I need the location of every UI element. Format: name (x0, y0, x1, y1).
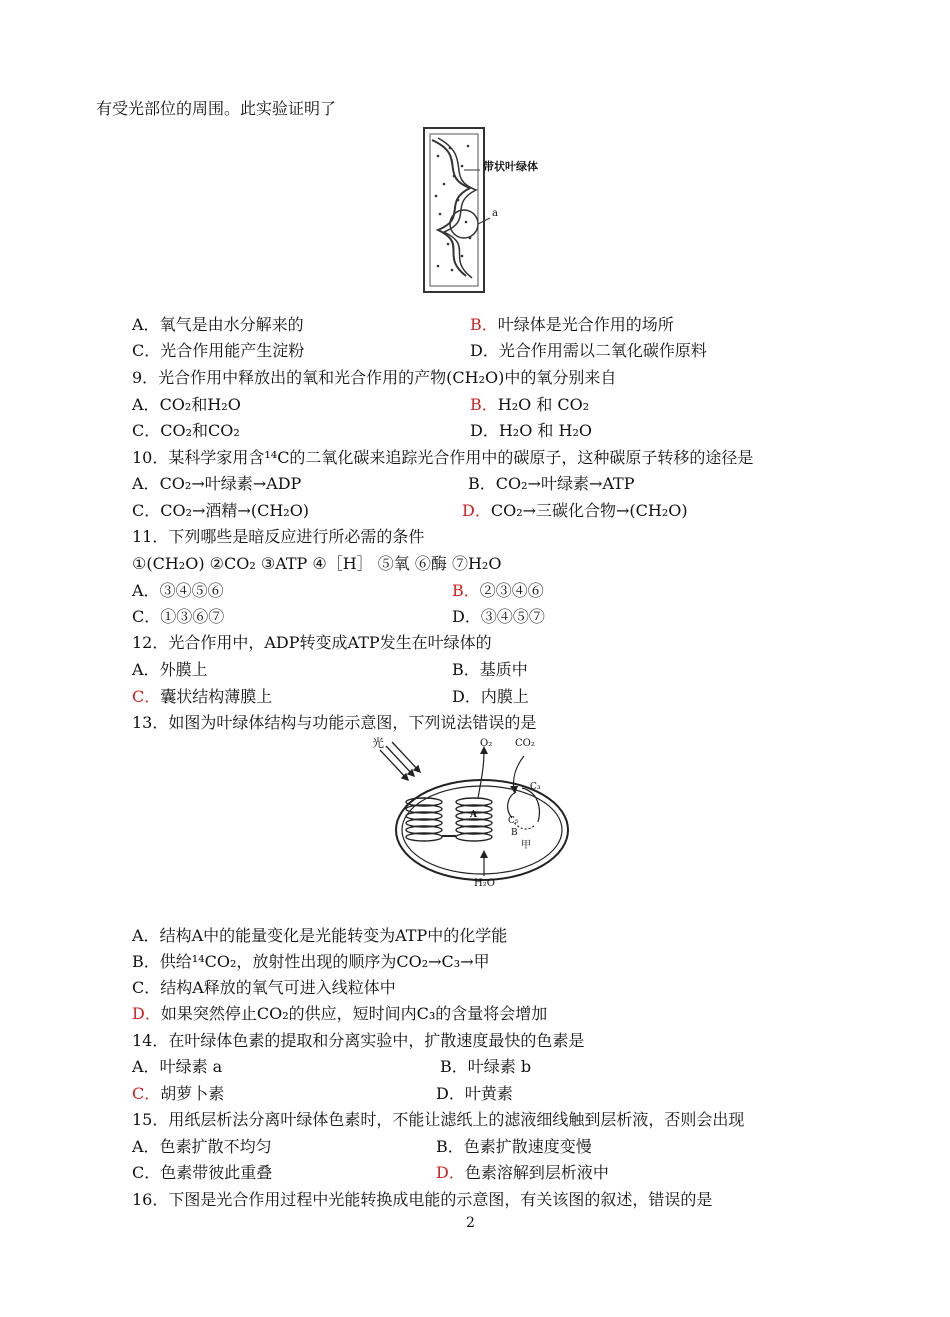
q14-option-b: B．叶绿素 b (440, 1057, 532, 1076)
q15-option-d: D．色素溶解到层析液中 (436, 1163, 609, 1182)
chloroplast-figure (366, 736, 590, 892)
q14-option-c: C．胡萝卜素 (132, 1084, 225, 1103)
q16-stem: 16．下图是光合作用过程中光能转换成电能的示意图，有关该图的叙述，错误的是 (132, 1190, 713, 1209)
q14-option-a: A．叶绿素 a (132, 1057, 223, 1076)
q12-option-b: B．基质中 (452, 660, 528, 679)
q9-option-c: C．CO₂和CO₂ (132, 421, 240, 440)
q13-option-d: D．如果突然停止CO₂的供应，短时间内C₃的含量将会增加 (132, 1004, 548, 1023)
q11-option-d: D．③④⑤⑦ (452, 607, 545, 626)
q9-stem: 9．光合作用中释放出的氧和光合作用的产物(CH₂O)中的氧分别来自 (132, 368, 617, 387)
fig-jia-label: 甲 (521, 840, 531, 851)
spirogyra-figure (418, 126, 538, 294)
q13-stem: 13．如图为叶绿体结构与功能示意图，下列说法错误的是 (132, 713, 537, 732)
q10-option-b: B．CO₂→叶绿素→ATP (468, 474, 635, 493)
q10-option-d: D．CO₂→三碳化合物→(CH₂O) (462, 501, 688, 520)
fig-o2-label: O₂ (480, 738, 493, 749)
q15-option-a: A．色素扩散不均匀 (132, 1137, 272, 1156)
q8-option-a: A．氧气是由水分解来的 (132, 315, 304, 334)
q10-option-c: C．CO₂→酒精→(CH₂O) (132, 501, 310, 520)
q15-option-b: B．色素扩散速度变慢 (436, 1137, 592, 1156)
page-number: 2 (466, 1215, 475, 1231)
figure-label-a: a (492, 208, 498, 219)
q11-option-b: B．②③④⑥ (452, 581, 544, 600)
q12-option-c: C．囊状结构薄膜上 (132, 687, 273, 706)
q12-option-d: D．内膜上 (452, 687, 529, 706)
q8-option-c: C．光合作用能产生淀粉 (132, 341, 305, 360)
q14-option-d: D．叶黄素 (436, 1084, 513, 1103)
fig-h2o-label: H₂O (474, 878, 495, 889)
q9-option-a: A．CO₂和H₂O (132, 395, 241, 414)
q9-option-b: B．H₂O 和 CO₂ (470, 395, 590, 414)
q15-stem: 15．用纸层析法分离叶绿体色素时，不能让滤纸上的滤液细线触到层析液，否则会出现 (132, 1110, 745, 1129)
q14-stem: 14．在叶绿体色素的提取和分离实验中，扩散速度最快的色素是 (132, 1031, 585, 1050)
fig-co2-label: CO₂ (515, 738, 535, 749)
q10-option-a: A．CO₂→叶绿素→ADP (132, 474, 302, 493)
band-chloroplast-label: 带状叶绿体 (483, 160, 538, 173)
q11-items: ①(CH₂O) ②CO₂ ③ATP ④［H］ ⑤氧 ⑥酶 ⑦H₂O (132, 554, 502, 573)
q11-option-c: C．①③⑥⑦ (132, 607, 225, 626)
q8-option-d: D．光合作用需以二氧化碳作原料 (470, 341, 707, 360)
q13-option-a: A．结构A中的能量变化是光能转变为ATP中的化学能 (132, 926, 508, 945)
fig-a-label: A (470, 810, 477, 820)
q12-option-a: A．外膜上 (132, 660, 208, 679)
q15-option-c: C．色素带彼此重叠 (132, 1163, 273, 1182)
fig-c3-label: C₃ (530, 782, 541, 792)
fig-light-label: 光 (372, 736, 385, 750)
fig-b-label: B (511, 828, 518, 838)
q11-stem: 11．下列哪些是暗反应进行所必需的条件 (132, 527, 425, 546)
q8-option-b: B．叶绿体是光合作用的场所 (470, 315, 674, 334)
q11-option-a: A．③④⑤⑥ (132, 581, 224, 600)
q9-option-d: D．H₂O 和 H₂O (470, 421, 592, 440)
q13-option-b: B．供给¹⁴CO₂，放射性出现的顺序为CO₂→C₃→甲 (132, 952, 490, 971)
fig-c5-label: C₅ (508, 816, 519, 826)
q8-continuation: 有受光部位的周围。此实验证明了 (96, 99, 337, 118)
q12-stem: 12．光合作用中，ADP转变成ATP发生在叶绿体的 (132, 633, 492, 652)
q10-stem: 10．某科学家用含¹⁴C的二氧化碳来追踪光合作用中的碳原子，这种碳原子转移的途径是 (132, 448, 754, 467)
q13-option-c: C．结构A释放的氧气可进入线粒体中 (132, 978, 396, 997)
